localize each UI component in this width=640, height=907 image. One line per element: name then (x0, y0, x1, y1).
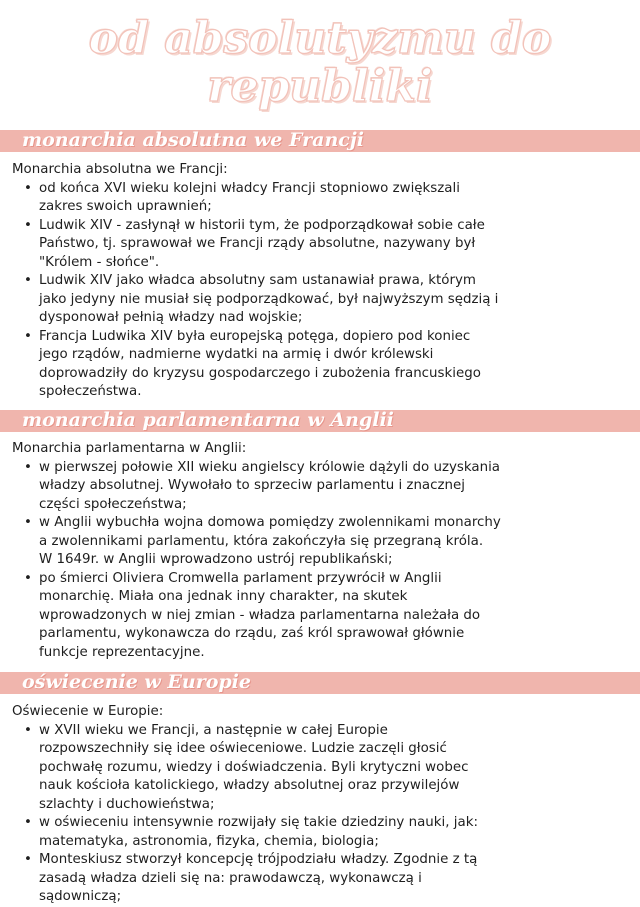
page-title-line-2: republiki (207, 61, 433, 112)
list-item (12, 514, 632, 570)
section-heading-1: monarchia absolutna we Francji (22, 129, 364, 151)
text-line: parlamentu, wykonawcza do rządu, zaś król sprawował głównie (39, 626, 465, 641)
text-line: matematyka, astronomia, fizyka, chemia, biologia; (39, 833, 379, 849)
bullet-list (12, 722, 632, 907)
text-line: zakres swoich uprawnień; (39, 199, 212, 214)
section-intro: Oświecenie w Europie: (12, 704, 164, 719)
text-line: • od końca XVI wieku kolejni władcy Francji stopniowo zwiększali (39, 180, 460, 196)
section-header-band-2 (0, 410, 640, 432)
section-header-band-1 (0, 130, 640, 152)
section-heading-2: monarchia parlamentarna w Anglii (22, 409, 394, 431)
text-line: "Królem - słońce". (39, 254, 160, 270)
text-line: nauk kościoła katolickiego, władzy absolutnej oraz przywilejów (39, 778, 460, 793)
text-line: • Francja Ludwika XIV była europejską potęga, dopiero pod koniec (39, 328, 471, 344)
text-line: • w Anglii wybuchła wojna domowa pomiędzy zwolennikami monarchy (39, 515, 501, 530)
text-line: monarchię. Miała ona jednak inny charakter, na skutek (39, 589, 408, 604)
text-line: społeczeństwa. (39, 384, 142, 399)
text-line: • w XVII wieku we Francji, a następnie w całej Europie (39, 722, 388, 738)
text-line: • Ludwik XIV - zasłynął w historii tym, że podporządkował sobie całe (39, 217, 485, 233)
text-line: W 1649r. w Anglii wprowadzono ustrój republikański; (39, 552, 393, 567)
text-line: władzy absolutnej. Wywołało to sprzeciw parlamentu i znacznej (39, 478, 465, 493)
list-item (12, 722, 632, 815)
text-line: dysponował pełnią władzy nad wojskie; (39, 310, 303, 325)
section-absolutism-france (12, 161, 632, 402)
section-intro: Monarchia parlamentarna w Anglii: (12, 441, 247, 456)
text-line: • w pierwszej połowie XII wieku angielscy królowie dążyli do uzyskania (39, 459, 501, 475)
list-item (12, 217, 632, 273)
section-intro: Monarchia absolutna we Francji: (12, 162, 228, 177)
section-parliamentary-england (12, 440, 632, 662)
text-line: funkcje reprezentacyjne. (39, 644, 205, 660)
text-line: • w oświeceniu intensywnie rozwijały się takie dziedziny nauki, jak: (39, 815, 478, 830)
list-item (12, 814, 632, 851)
page-title-line-1: od absolutyzmu do (88, 13, 552, 64)
list-item (12, 328, 632, 402)
list-item (12, 851, 632, 907)
text-line: wprowadzonych w niej zmian - władza parlamentarna należała do (39, 607, 481, 623)
text-line: rozpowszechniły się idee oświeceniowe. Ludzie zaczęli głosić (39, 741, 447, 756)
text-line: sądowniczą; (39, 889, 122, 904)
section-heading-3: oświecenie w Europie (22, 671, 251, 693)
text-line: • po śmierci Oliviera Cromwella parlament przywrócił w Anglii (39, 570, 442, 586)
text-line: • Ludwik XIV jako władca absolutny sam ustanawiał prawa, którym (39, 273, 476, 288)
list-item (12, 570, 632, 663)
list-item (12, 180, 632, 217)
text-line: a zwolennikami parlamentu, która zakończyła się przegraną króla. (39, 533, 484, 549)
text-line: szlachty i duchowieństwa; (39, 796, 215, 812)
bullet-list (12, 459, 632, 663)
section-header-band-3 (0, 672, 640, 694)
text-line: zasadą władza dzieli się na: prawodawczą, wykonawczą i (39, 870, 422, 886)
text-line: • Monteskiusz stworzył koncepcję trójpodziału władzy. Zgodnie z tą (39, 852, 478, 867)
text-line: Państwo, tj. sprawował we Francji rządy absolutne, nazywany był (39, 236, 476, 251)
text-line: części społeczeństwa; (39, 496, 187, 512)
list-item (12, 272, 632, 328)
text-line: jego rządów, nadmierne wydatki na armię i dwór królewski (39, 347, 434, 362)
text-line: jako jedyny nie musiał się podporządkować, był najwyższym sędzią i (39, 291, 499, 307)
text-line: pochwałę rozumu, wiedzy i doświadczenia. Byli krytyczni wobec (39, 759, 469, 775)
bullet-list (12, 180, 632, 402)
list-item (12, 459, 632, 515)
section-enlightenment-europe (12, 703, 632, 907)
text-line: doprowadziły do kryzysu gospodarczego i zubożenia francuskiego (39, 365, 481, 381)
